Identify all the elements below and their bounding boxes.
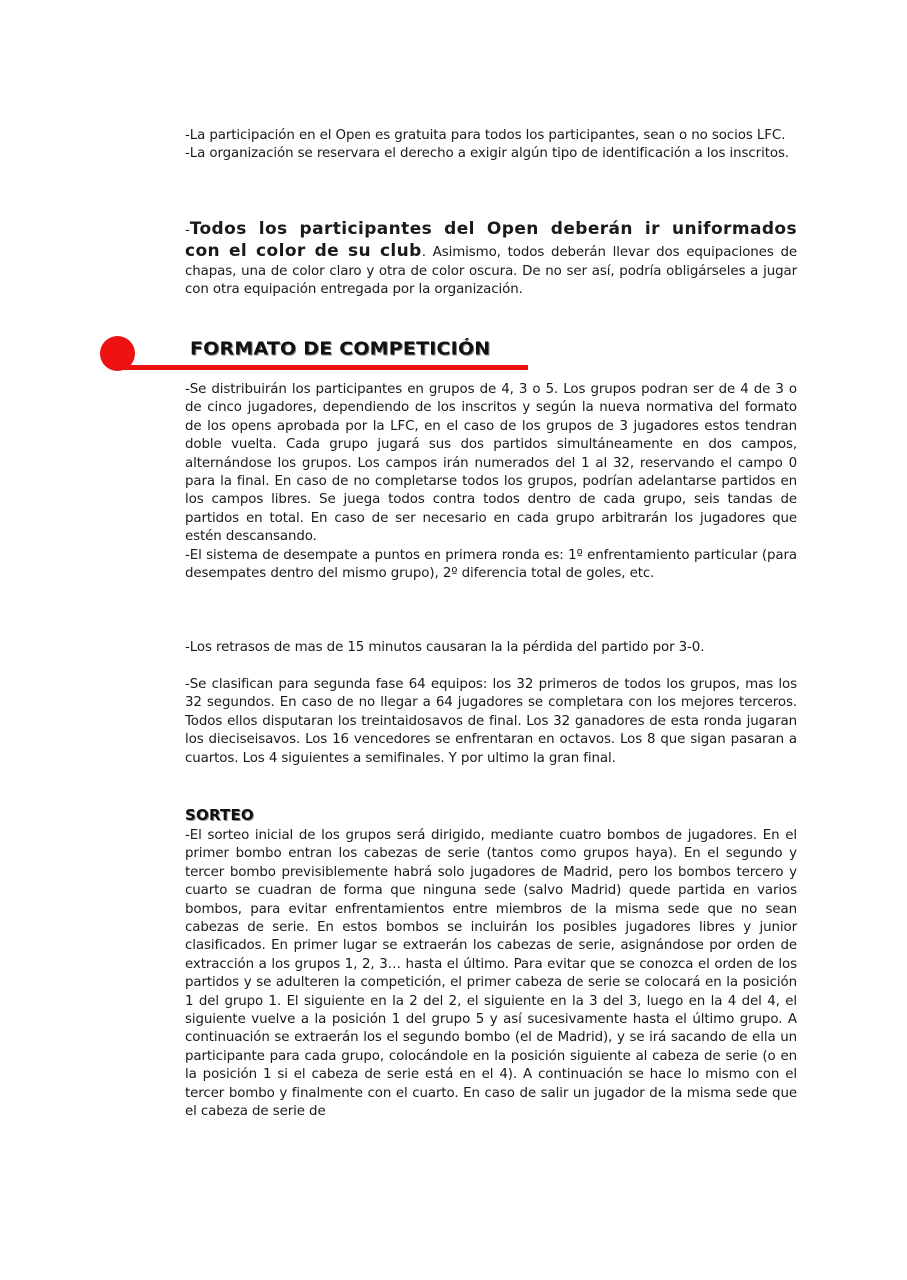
sorteo-text: -El sorteo inicial de los grupos será dirigido, mediante cuatro bombos de jugadores. En el primer bombo entran los cabezas de serie (tantos como grupos haya). En el segundo y tercer bombo previsiblemente habrá solo jugadores de Madrid, pero los bombos tercero y cuarto se cuadran de forma que ninguna sede (salvo Madrid) quede partida en varios bombos, para evitar enfrentamientos entre miembros de la misma sede que no sean cabezas de serie. En estos bombos se incluirán los posibles jugadores libres y junior clasificados. En primer lugar se extraerán los cabezas de serie, asignándose por orden de extracción a los grupos 1, 2, 3… hasta el último. Para evitar que se conozca el orden de los partidos y se adulteren la competición, el primer cabeza de serie se colocará en la posición 1 del grupo 1. El siguiente en la 2 del 2, el siguiente en la 3 del 3, luego en la 4 del 4, el siguiente vuelve a la posición 1 del grupo 5 y así sucesivamente hasta el último grupo. A continuación se extraerán los el segundo bombo (el de Madrid), y se irá sacando de ella un participante para cada grupo, colocándole en la posición siguiente al cabeza de serie (o en la posición 1 si el cabeza de serie está en el 4). A continuación se hace lo mismo con el tercer bombo y finalmente con el cuarto. En caso de salir un jugador de la misma sede que el cabeza de serie de xyxy=(185,828,797,1120)
delay-paragraph xyxy=(185,639,797,657)
intro-paragraph xyxy=(185,127,797,164)
section-title: FORMATO DE COMPETICIÓN xyxy=(190,338,491,360)
uniform-paragraph xyxy=(185,218,797,300)
uniform-dash: - xyxy=(185,223,190,238)
intro-line-participation: -La participación en el Open es gratuita para todos los participantes, sean o no socios LFC. xyxy=(185,128,786,143)
format-groups-text: -Se distribuirán los participantes en grupos de 4, 3 o 5. Los grupos podran ser de 4 de 3 o de cinco jugadores, dependiendo de los inscritos y según la nueva normativa del formato de los opens aprobada por la LFC, en el caso de los grupos de 3 jugadores estos tendran doble vuelta. Cada grupo jugará sus dos partidos simultáneamente en dos campos, alternándose los grupos. Los campos irán numerados del 1 al 32, reservando el campo 0 para la final. En caso de no completarse todos los grupos, podrían adelantarse partidos en los campos libres. Se juega todos contra todos dentro de cada grupo, seis tandas de partidos en total. En caso de ser necesario en cada grupo arbitrarán los jugadores que estén descansando. xyxy=(185,382,797,545)
section-heading xyxy=(100,333,540,373)
qualification-paragraph xyxy=(185,676,797,768)
uniform-rest: . Asimismo, todos deberán llevar dos equipaciones de chapas, una de color claro y otra de color oscura. De no ser así, podría obligárseles a jugar con otra equipación entregada por la organización. xyxy=(185,245,797,298)
format-qualification-text: -Se clasifican para segunda fase 64 equipos: los 32 primeros de todos los grupos, mas los 32 segundos. En caso de no llegar a 64 jugadores se completara con los mejores terceros. Todos ellos disputaran los treintaidosavos de final. Los 32 ganadores de esta ronda jugaran los dieciseisavos. Los 16 vencedores se enfrentaran en octavos. Los 8 que sigan pasaran a cuartos. Los 4 siguientes a semifinales. Y por ultimo la gran final. xyxy=(185,677,797,766)
format-paragraph xyxy=(185,381,797,583)
uniform-bold-lead: Todos los participantes del Open deberán ir uniformados con el color de su club xyxy=(185,219,797,262)
sorteo-title: SORTEO xyxy=(185,806,254,824)
format-tiebreak-text: -El sistema de desempate a puntos en primera ronda es: 1º enfrentamiento particular (para desempates dentro del mismo grupo), 2º diferencia total de goles, etc. xyxy=(185,547,797,582)
heading-underline xyxy=(120,365,528,370)
sorteo-paragraph xyxy=(185,827,797,1122)
intro-line-identification: -La organización se reservara el derecho a exigir algún tipo de identificación a los inscritos. xyxy=(185,146,789,162)
format-delay-text: -Los retrasos de mas de 15 minutos causaran la la pérdida del partido por 3-0. xyxy=(185,640,705,655)
